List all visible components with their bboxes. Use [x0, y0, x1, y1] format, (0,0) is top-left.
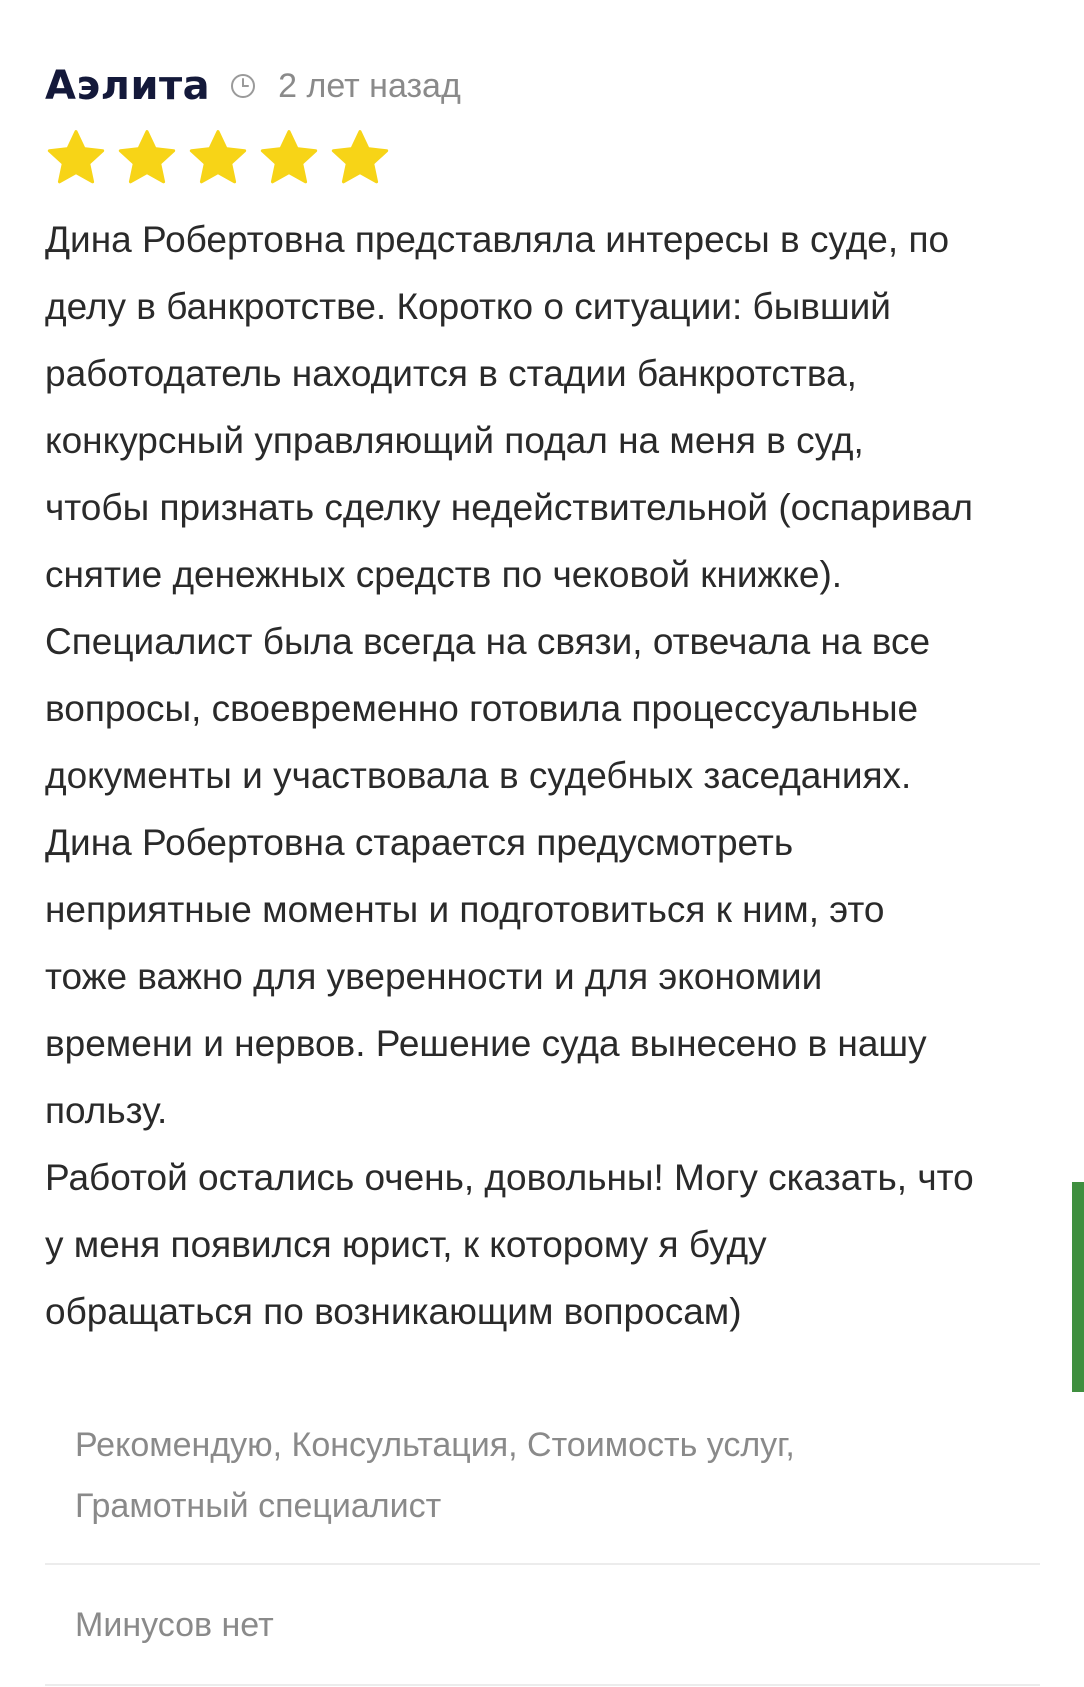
review-tags [45, 1387, 1040, 1686]
pros-tags: Рекомендую, Консультация, Стоимость услуг, Грамотный специалист [45, 1387, 1040, 1565]
author-name: Аэлита [45, 63, 211, 109]
side-feedback-tab[interactable] [1072, 1182, 1084, 1392]
review-time: 2 лет назад [278, 66, 461, 105]
star-icon [187, 127, 249, 189]
review-text: Дина Робертовна представляла интересы в суде, по делу в банкротстве. Коротко о ситуации: бывший работодатель находится в стадии банкротства, конкурсный управляющий подал на меня в суд, чтобы признать сделку недействительной (оспаривал снятие денежных средств по чековой книжке). Специалист была всегда на связи, отвечала на все вопросы, своевременно готовила процессуальные документы и участвовала в судебных заседаниях. Дина Робертовна старается предусмотреть неприятные моменты и подготовиться к ним, это тоже важно для уверенности и для экономии времени и нервов. Решение суда вынесено в нашу пользу. Работой остались очень, довольны! Могу сказать, что у меня появился юрист, к которому я буду обращаться по возникающим вопросам) [45, 219, 974, 1332]
star-icon [116, 127, 178, 189]
review-header [45, 60, 1040, 112]
rating-stars [45, 126, 1040, 190]
clock-icon [230, 73, 256, 99]
star-icon [45, 127, 107, 189]
cons-text: Минусов нет [45, 1565, 1040, 1686]
review-card [45, 60, 1040, 1686]
star-icon [329, 127, 391, 189]
star-icon [258, 127, 320, 189]
